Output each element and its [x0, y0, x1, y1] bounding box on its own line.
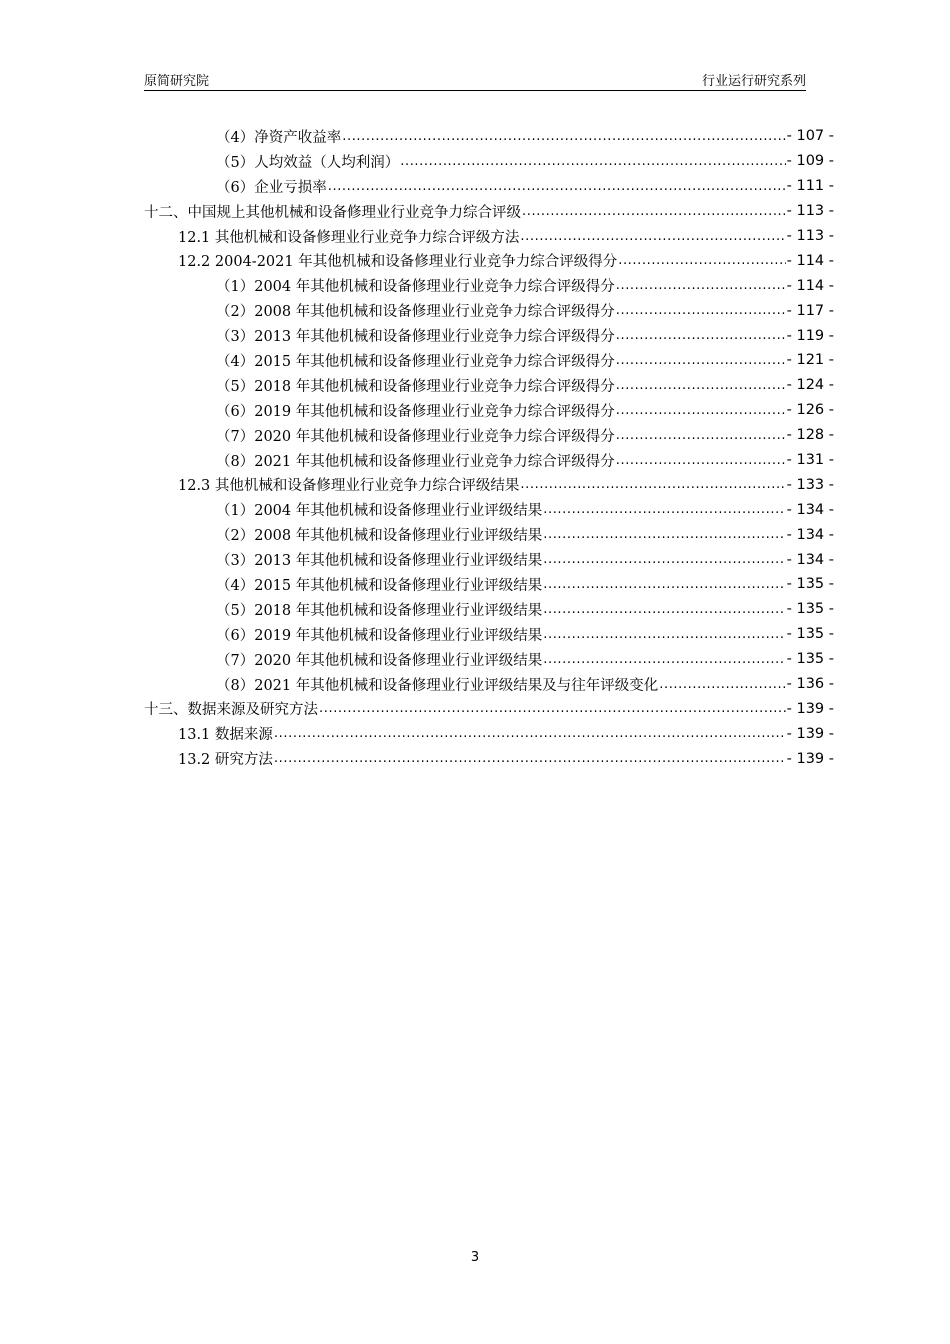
toc-entry-page: - 139 - — [786, 750, 834, 767]
toc-entry-title: （7）2020 年其他机械和设备修理业行业评级结果 — [216, 652, 543, 669]
toc-entry[interactable] — [144, 472, 834, 497]
toc-entry[interactable] — [144, 273, 834, 298]
toc-entry[interactable] — [144, 423, 834, 448]
toc-entry-page: - 133 - — [786, 476, 834, 493]
toc-entry-title: （2）2008 年其他机械和设备修理业行业评级结果 — [216, 528, 543, 545]
toc-dot-leader — [616, 278, 786, 293]
toc-dot-leader — [543, 602, 785, 617]
toc-dot-leader — [543, 502, 785, 517]
toc-entry[interactable] — [144, 149, 834, 174]
toc-entry-title: 12.3 其他机械和设备修理业行业竞争力综合评级结果 — [178, 478, 520, 495]
toc-entry[interactable] — [144, 448, 834, 473]
toc-entry-page: - 134 - — [786, 501, 834, 518]
toc-entry-title: （8）2021 年其他机械和设备修理业行业竞争力综合评级得分 — [216, 453, 615, 470]
toc-entry-page: - 135 - — [786, 576, 834, 593]
toc-entry-page: - 139 - — [786, 725, 834, 742]
toc-entry-page: - 114 - — [786, 252, 834, 269]
toc-entry[interactable] — [144, 572, 834, 597]
toc-entry-title: （7）2020 年其他机械和设备修理业行业竞争力综合评级得分 — [216, 428, 615, 445]
toc-entry-title: 13.2 研究方法 — [178, 752, 273, 769]
toc-entry-page: - 117 - — [786, 302, 834, 319]
toc-entry[interactable] — [144, 497, 834, 522]
toc-dot-leader — [659, 677, 785, 692]
toc-entry[interactable] — [144, 323, 834, 348]
toc-entry-page: - 113 - — [786, 228, 834, 244]
toc-entry-title: （5）2018 年其他机械和设备修理业行业评级结果 — [216, 602, 543, 619]
toc-entry-title: （6）2019 年其他机械和设备修理业行业评级结果 — [216, 627, 543, 644]
toc-entry[interactable] — [144, 721, 834, 746]
toc-dot-leader — [616, 453, 786, 468]
page-number: 3 — [470, 1250, 480, 1265]
toc-entry-title: （4）2015 年其他机械和设备修理业行业评级结果 — [216, 577, 543, 594]
toc-entry[interactable] — [144, 248, 834, 273]
toc-dot-leader — [616, 378, 786, 393]
toc-dot-leader — [274, 751, 786, 766]
toc-dot-leader — [520, 477, 785, 492]
toc-entry[interactable] — [144, 746, 834, 771]
toc-entry[interactable] — [144, 199, 834, 224]
page-header — [144, 64, 806, 91]
toc-entry[interactable] — [144, 597, 834, 622]
toc-entry-title: （6）2019 年其他机械和设备修理业行业竞争力综合评级得分 — [216, 403, 615, 420]
toc-entry-title: （3）2013 年其他机械和设备修理业行业竞争力综合评级得分 — [216, 329, 615, 346]
toc-entry-title: （8）2021 年其他机械和设备修理业行业评级结果及与往年评级变化 — [216, 677, 659, 694]
toc-entry[interactable] — [144, 348, 834, 373]
toc-entry[interactable] — [144, 298, 834, 323]
toc-entry-title: （1）2004 年其他机械和设备修理业行业评级结果 — [216, 503, 543, 520]
toc-entry-page: - 135 - — [786, 601, 834, 618]
toc-entry[interactable] — [144, 373, 834, 398]
toc-entry-page: - 114 - — [786, 277, 834, 294]
toc-entry-page: - 134 - — [786, 551, 834, 568]
toc-entry-title: 十二、中国规上其他机械和设备修理业行业竞争力综合评级 — [144, 204, 521, 221]
toc-entry-page: - 121 - — [786, 352, 834, 369]
header-series-name: 行业运行研究系列 — [701, 74, 806, 89]
toc-entry-title: （5）2018 年其他机械和设备修理业行业竞争力综合评级得分 — [216, 378, 615, 395]
toc-entry[interactable] — [144, 547, 834, 572]
toc-dot-leader — [342, 129, 785, 144]
toc-entry-page: - 111 - — [786, 178, 834, 195]
toc-entry-title: （2）2008 年其他机械和设备修理业行业竞争力综合评级得分 — [216, 304, 615, 321]
table-of-contents — [144, 124, 834, 771]
toc-entry[interactable] — [144, 522, 834, 547]
toc-entry-page: - 113 - — [786, 203, 834, 220]
toc-entry-title: 12.1 其他机械和设备修理业行业竞争力综合评级方法 — [178, 229, 520, 246]
toc-entry-page: - 124 - — [786, 377, 834, 394]
toc-dot-leader — [520, 229, 785, 244]
toc-entry[interactable] — [144, 398, 834, 423]
toc-dot-leader — [400, 154, 785, 169]
toc-entry[interactable] — [144, 224, 834, 249]
toc-entry-title: 12.2 2004-2021 年其他机械和设备修理业行业竞争力综合评级得分 — [178, 254, 618, 271]
toc-entry-page: - 136 - — [786, 676, 834, 693]
toc-entry[interactable] — [144, 672, 834, 697]
toc-entry[interactable] — [144, 124, 834, 149]
toc-dot-leader — [616, 403, 786, 418]
toc-dot-leader — [319, 701, 786, 716]
toc-entry-title: （4）净资产收益率 — [216, 129, 342, 146]
toc-dot-leader — [618, 253, 785, 268]
toc-entry-title: 13.1 数据来源 — [178, 727, 273, 744]
toc-entry-title: （4）2015 年其他机械和设备修理业行业竞争力综合评级得分 — [216, 353, 615, 370]
toc-dot-leader — [616, 328, 786, 343]
toc-entry-page: - 126 - — [786, 402, 834, 419]
toc-entry-title: （5）人均效益（人均利润） — [216, 154, 400, 171]
toc-entry-page: - 135 - — [786, 651, 834, 668]
toc-entry-page: - 119 - — [786, 327, 834, 344]
toc-dot-leader — [543, 652, 785, 667]
toc-entry-page: - 107 - — [786, 128, 834, 145]
toc-dot-leader — [522, 204, 786, 219]
toc-entry-title: （1）2004 年其他机械和设备修理业行业竞争力综合评级得分 — [216, 279, 615, 296]
toc-entry[interactable] — [144, 696, 834, 721]
toc-entry-page: - 134 - — [786, 526, 834, 543]
toc-entry[interactable] — [144, 174, 834, 199]
toc-dot-leader — [274, 726, 786, 741]
header-org-name: 原简研究院 — [144, 74, 210, 89]
toc-dot-leader — [616, 303, 786, 318]
toc-entry-page: - 131 - — [786, 452, 834, 469]
toc-dot-leader — [543, 577, 785, 592]
toc-dot-leader — [328, 179, 786, 194]
toc-entry-page: - 109 - — [786, 153, 834, 170]
toc-entry-page: - 139 - — [786, 700, 834, 717]
toc-dot-leader — [543, 527, 785, 542]
toc-entry[interactable] — [144, 622, 834, 647]
toc-entry-title: 十三、数据来源及研究方法 — [144, 702, 318, 719]
toc-dot-leader — [616, 353, 786, 368]
toc-entry-title: （3）2013 年其他机械和设备修理业行业评级结果 — [216, 553, 543, 570]
toc-dot-leader — [543, 627, 785, 642]
toc-entry-title: （6）企业亏损率 — [216, 179, 327, 196]
toc-entry[interactable] — [144, 647, 834, 672]
toc-entry-page: - 135 - — [786, 626, 834, 643]
toc-dot-leader — [543, 552, 785, 567]
toc-entry-page: - 128 - — [786, 427, 834, 444]
toc-dot-leader — [616, 428, 786, 443]
